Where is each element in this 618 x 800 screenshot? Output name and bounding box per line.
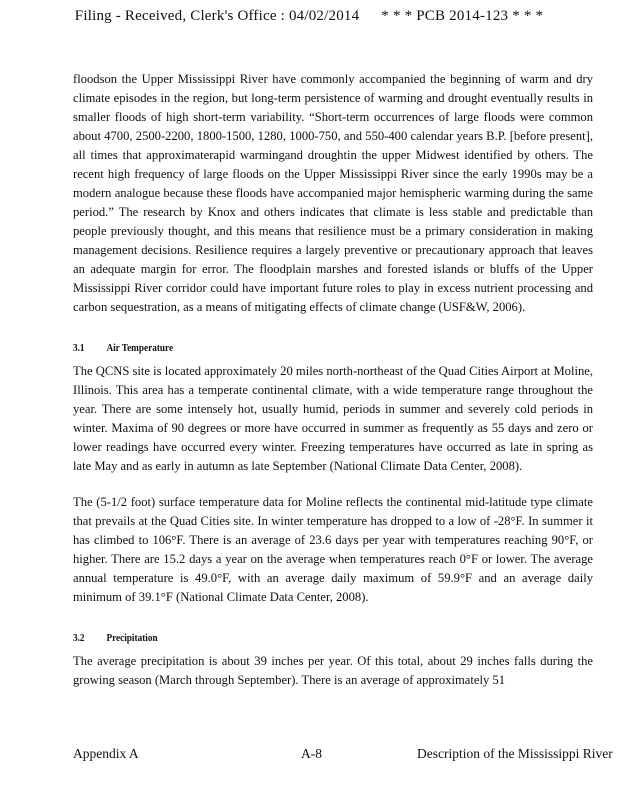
section-number: 3.1	[73, 343, 85, 354]
air-temperature-paragraph-1: The QCNS site is located approximately 20 miles north-northeast of the Quad Cities Airport at Moline, Illinois. This area has a temperate continental climate, with a wide temperature range throughout the year. There are some intensely hot, usually humid, periods in summer and severely cold periods in winter. Maxima of 90 degrees or more have occurred in summer as frequently as 55 days and zero or lower readings have occurred every winter. Freezing temperatures have occurred as late in spring as late May and as early in autumn as late September (National Climate Data Center, 2008).	[73, 364, 593, 473]
intro-paragraph: floodson the Upper Mississippi River have commonly accompanied the beginning of warm and dry climate episodes in the region, but long-term persistence of warming and drought eventually results in smaller floods of high short-term variability. “Short-term occurrences of large floods were common about 4700, 2500-2200, 1800-1500, 1280, 1000-750, and 550-400 calendar years B.P. [before present], all times that approximaterapid warmingand droughtin the upper Midwest identified by others. The recent high frequency of large floods on the Upper Mississippi River since the early 1990s may be a modern analogue because these floods have accompanied major hemispheric warming during the same period.” The research by Knox and others indicates that climate is less stable and predictable than people previously thought, and this means that resilience must be a primary consideration in making management decisions. Resilience requires a largely preventive or precautionary approach that leaves an adequate margin for error. The floodplain marshes and forested islands or bluffs of the Upper Mississippi River corridor could have important future roles to play in excess nutrient processing and carbon sequestration, as a means of mitigating effects of climate change (USF&W, 2006).	[73, 72, 593, 314]
section-number: 3.2	[73, 633, 85, 644]
document-body	[73, 70, 593, 690]
footer-appendix: Appendix A	[73, 746, 139, 761]
air-temperature-paragraph-2: The (5-1/2 foot) surface temperature data for Moline reflects the continental mid-latitude type climate that prevails at the Quad Cities site. In winter temperature has dropped to a low of -28°F. In summer it has climbed to 106°F. There is an average of 23.6 days per year with temperatures reaching 90°F, or higher. There are 15.2 days a year on the average when temperatures reach 0°F or lower. The average annual temperature is 49.0°F, with an average daily maximum of 59.9°F and an average daily minimum of 39.1°F (National Climate Data Center, 2008).	[73, 495, 593, 604]
filing-header	[0, 8, 618, 25]
section-heading-air-temperature	[73, 340, 531, 357]
footer-title: Description of the Mississippi River	[417, 746, 613, 761]
case-number: * * * PCB 2014-123 * * *	[381, 8, 544, 24]
section-heading-precipitation	[73, 630, 531, 647]
page-footer	[73, 746, 618, 764]
precipitation-paragraph-1: The average precipitation is about 39 inches per year. Of this total, about 29 inches falls during the growing season (March through September). There is an average of approximately 51	[73, 654, 593, 687]
filing-stamp: Filing - Received, Clerk's Office : 04/02/2014	[74, 8, 360, 24]
section-title: Precipitation	[106, 633, 158, 644]
section-title: Air Temperature	[106, 343, 174, 354]
page-number: A-8	[301, 746, 322, 761]
